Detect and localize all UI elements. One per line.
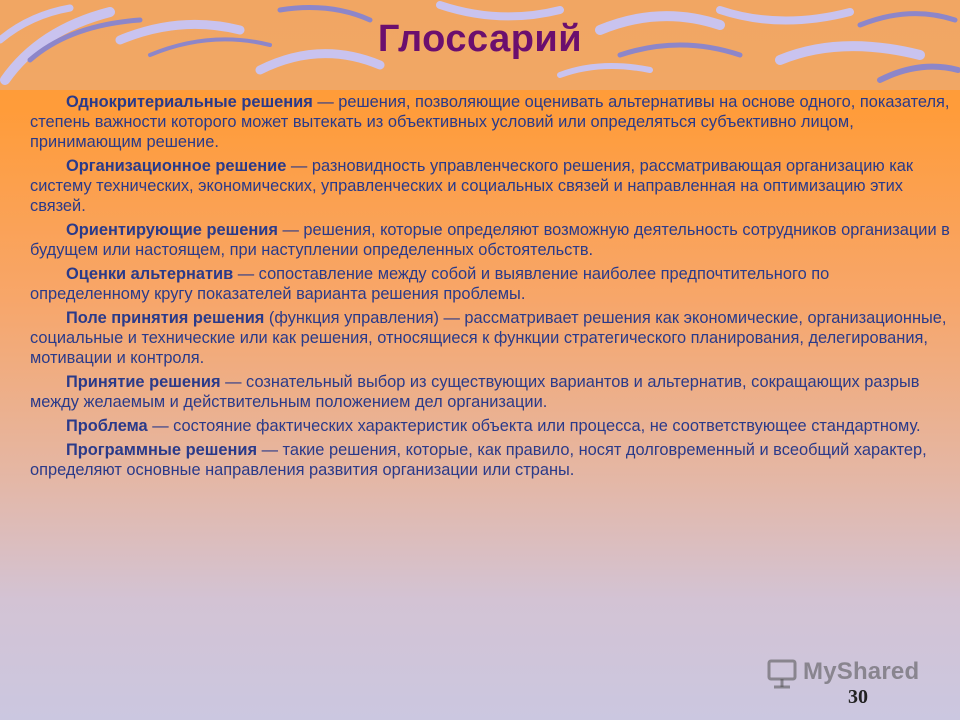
glossary-entry <box>30 156 950 216</box>
glossary-definition: (функция управления) — рассматривает решения как экономические, организационные, социальные и технические или как решения, относящиеся к функции стратегического планирования, делегирования, мотивации и контроля. <box>30 309 947 367</box>
page-number: 30 <box>848 686 868 708</box>
glossary-definition: — решения, позволяющие оценивать альтернативы на основе одного, показателя, степень важности которого может вытекать из объективных условий или определяться субъективно лицом, принимающим решение. <box>30 93 950 151</box>
glossary-definition: — сопоставление между собой и выявление наиболее предпочтительного по определенному кругу показателей варианта решения проблемы. <box>30 265 830 303</box>
glossary-term: Программные решения <box>66 441 258 459</box>
glossary-definition: — решения, которые определяют возможную деятельность сотрудников организации в будущем или настоящем, при наступлении определенных обстоятельств. <box>30 221 950 259</box>
glossary-term: Однокритериальные решения <box>66 93 313 111</box>
glossary-term: Проблема <box>66 417 148 435</box>
glossary-entry <box>30 372 950 412</box>
glossary-definition: — сознательный выбор из существующих вариантов и альтернатив, сокращающих разрыв между желаемым и действительным положением дел организации. <box>30 373 920 411</box>
presentation-icon <box>765 656 799 690</box>
glossary-term: Оценки альтернатив <box>66 265 234 283</box>
glossary-list <box>30 92 950 484</box>
glossary-definition: — такие решения, которые, как правило, носят долговременный и всеобщий характер, определяют основные направления развития организации или страны. <box>30 441 927 479</box>
glossary-entry <box>30 440 950 480</box>
watermark-text: MyShared <box>803 658 920 685</box>
glossary-term: Организационное решение <box>66 157 287 175</box>
glossary-term: Принятие решения <box>66 373 221 391</box>
glossary-entry <box>30 220 950 260</box>
slide-title: Глоссарий <box>377 18 583 60</box>
glossary-entry <box>30 264 950 304</box>
glossary-definition: — состояние фактических характеристик объекта или процесса, не соответствующее стандартному. <box>147 417 921 435</box>
glossary-entry <box>30 92 950 152</box>
glossary-entry <box>30 308 950 368</box>
glossary-term: Ориентирующие решения <box>66 221 278 239</box>
glossary-definition: — разновидность управленческого решения, рассматривающая организацию как систему технических, экономических, управленческих и социальных связей и направленная на оптимизацию этих связей. <box>30 157 914 215</box>
glossary-term: Поле принятия решения <box>66 309 265 327</box>
glossary-entry <box>30 416 950 436</box>
